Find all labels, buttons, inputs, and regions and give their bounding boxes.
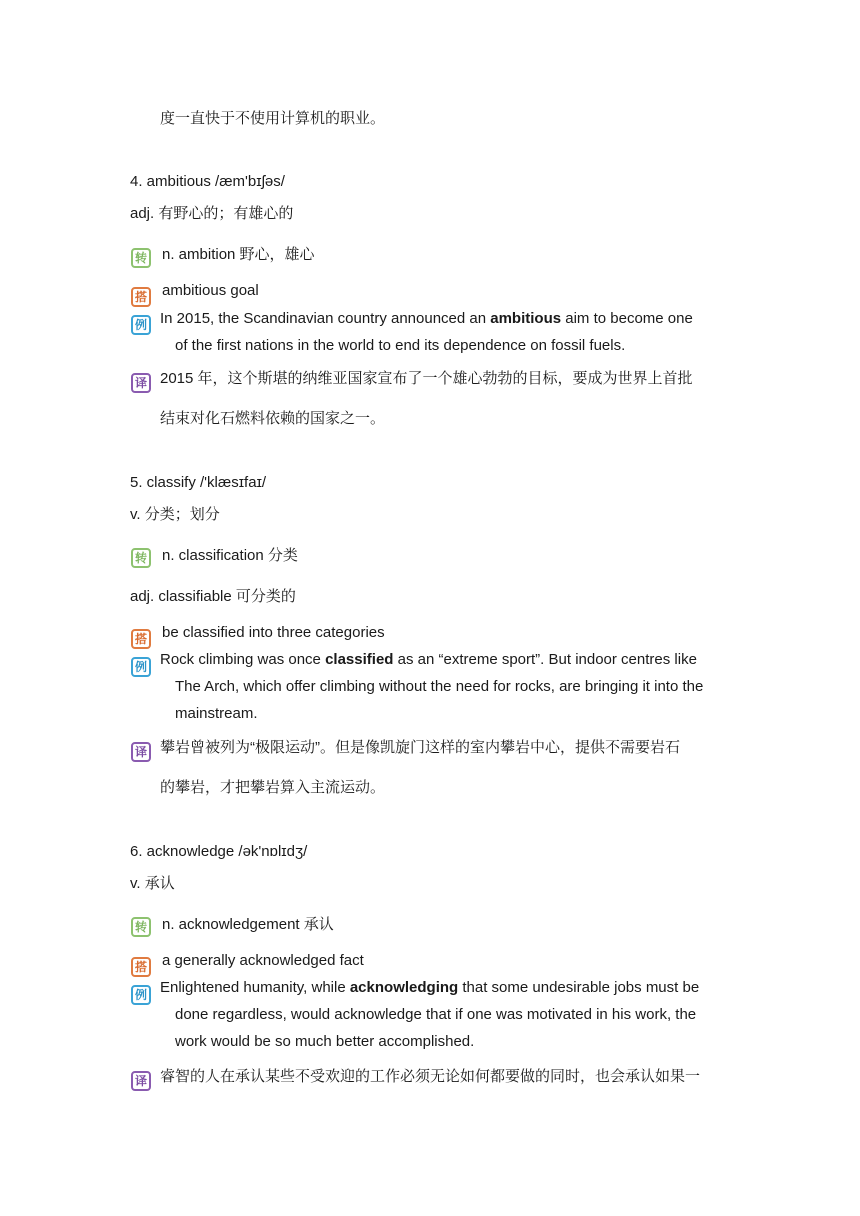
li-icon: 例 <box>131 315 151 335</box>
example-keyword: ambitious <box>490 310 562 327</box>
entry-5-derivative-2: adj. classifiable 可分类的 <box>130 588 296 605</box>
da-icon: 搭 <box>131 957 151 977</box>
example-text: mainstream. <box>175 705 258 722</box>
example-text: done regardless, would acknowledge that if one was motivated in his work, the <box>175 1006 697 1023</box>
example-keyword: acknowledging <box>349 979 459 996</box>
example-keyword: classified <box>325 651 394 668</box>
example-text: as an “extreme sport”. But indoor centres like <box>393 651 697 668</box>
li-icon: 例 <box>131 985 151 1005</box>
example-text: In 2015, the Scandinavian country announced an <box>160 310 491 327</box>
entry-4-translation-line-2: 结束对化石燃料依赖的国家之一。 <box>160 410 386 427</box>
entry-6-heading: 6. acknowledge /ək'nɒlɪdʒ/ <box>130 843 308 860</box>
entry-6-example <box>160 974 733 1055</box>
example-text: Enlightened humanity, while <box>160 979 350 996</box>
example-text: The Arch, which offer climbing without the need for rocks, are bringing it into the <box>175 678 704 695</box>
entry-6-collocation: a generally acknowledged fact <box>162 952 364 969</box>
entry-5-example <box>160 646 733 727</box>
example-text: Rock climbing was once <box>160 651 326 668</box>
entry-4-translation-line-1: 2015 年，这个斯堪的纳维亚国家宣布了一个雄心勃勃的目标，要成为世界上首批 <box>160 370 693 387</box>
entry-4-collocation: ambitious goal <box>162 282 259 299</box>
entry-5-collocation: be classified into three categories <box>162 624 385 641</box>
entry-6-derivative: n. acknowledgement 承认 <box>162 916 334 933</box>
example-text: that some undesirable jobs must be <box>458 979 700 996</box>
entry-5-heading: 5. classify /'klæsɪfaɪ/ <box>130 474 267 491</box>
entry-4-derivative: n. ambition 野心，雄心 <box>162 246 315 263</box>
entry-6-translation-line-1: 睿智的人在承认某些不受欢迎的工作必须无论如何都要做的同时，也会承认如果一 <box>160 1068 701 1085</box>
example-text: work would be so much better accomplished. <box>175 1033 475 1050</box>
entry-4-pos: adj. 有野心的；有雄心的 <box>130 205 294 222</box>
example-text: aim to become one <box>561 310 693 327</box>
top-translation-continuation: 度一直快于不使用计算机的职业。 <box>160 110 386 127</box>
da-icon: 搭 <box>131 287 151 307</box>
entry-5-translation-line-1: 攀岩曾被列为“极限运动”。但是像凯旋门这样的室内攀岩中心，提供不需要岩石 <box>160 739 680 756</box>
zhuan-icon: 转 <box>131 248 151 268</box>
da-icon: 搭 <box>131 629 151 649</box>
entry-5-translation-line-2: 的攀岩，才把攀岩算入主流运动。 <box>160 779 386 796</box>
entry-6-pos: v. 承认 <box>130 875 175 892</box>
entry-5-derivative: n. classification 分类 <box>162 547 298 564</box>
li-icon: 例 <box>131 657 151 677</box>
example-text: of the first nations in the world to end its dependence on fossil fuels. <box>175 337 626 354</box>
entry-4-heading: 4. ambitious /æm'bɪʃəs/ <box>130 173 285 190</box>
entry-4-example <box>160 305 733 359</box>
zhuan-icon: 转 <box>131 548 151 568</box>
zhuan-icon: 转 <box>131 917 151 937</box>
entry-5-pos: v. 分类；划分 <box>130 506 220 523</box>
yi-icon: 译 <box>131 373 151 393</box>
yi-icon: 译 <box>131 1071 151 1091</box>
yi-icon: 译 <box>131 742 151 762</box>
